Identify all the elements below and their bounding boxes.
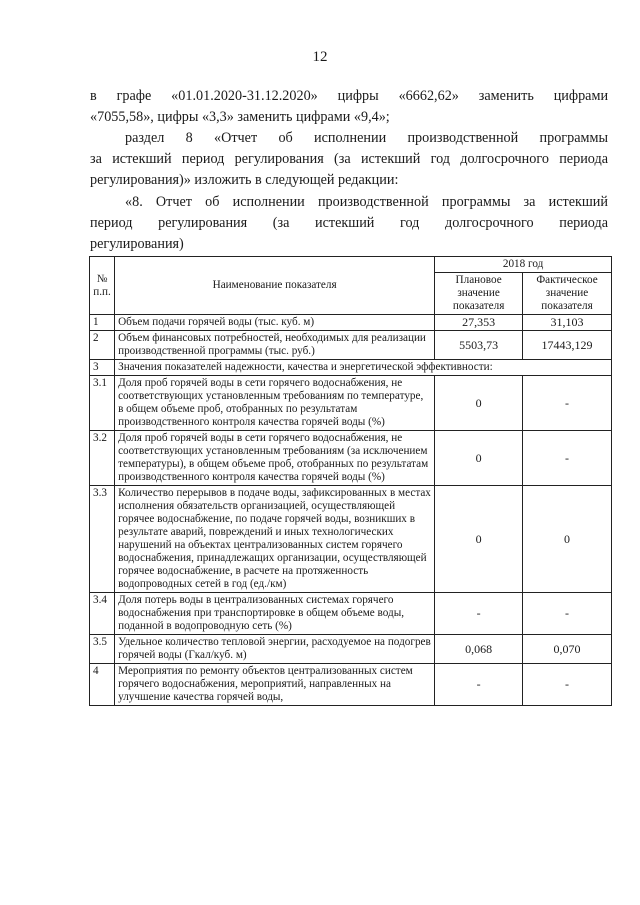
row-name: Удельное количество тепловой энергии, расходуемое на подогрев горячей воды (Гкал/куб. м) — [115, 635, 435, 664]
paragraph-line — [90, 213, 608, 234]
row-fact-value: - — [523, 376, 612, 431]
row-plan-value: 27,353 — [435, 315, 523, 331]
row-name: Значения показателей надежности, качества и энергетической эффективности: — [115, 360, 612, 376]
paragraph-amendment-graph — [90, 86, 608, 128]
word: в графе — [90, 88, 152, 104]
paragraph-line: регулирования) — [90, 236, 184, 252]
table-row — [90, 360, 612, 376]
row-name: Доля потерь воды в централизованных системах горячего водоснабжения при транспортировке в общем объеме воды, поданной в водопроводную сеть (%) — [115, 593, 435, 635]
row-fact-value: - — [523, 593, 612, 635]
row-plan-value: 0 — [435, 486, 523, 593]
row-fact-value: 0 — [523, 486, 612, 593]
header-plan: Плановое значение показателя — [435, 273, 523, 315]
row-num: 3.2 — [90, 431, 115, 486]
header-fact: Фактическое значение показателя — [523, 273, 612, 315]
row-plan-value: 0 — [435, 376, 523, 431]
word: долгосрочного — [445, 215, 534, 231]
row-fact-value: - — [523, 664, 612, 706]
production-program-report-table — [89, 256, 612, 706]
row-num: 3.4 — [90, 593, 115, 635]
header-year: 2018 год — [435, 257, 612, 273]
row-plan-value: 5503,73 — [435, 331, 523, 360]
word: «01.01.2020-31.12.2020» — [171, 88, 318, 104]
word: цифрами — [553, 88, 609, 104]
table-row — [90, 376, 612, 431]
word: регулирования — [158, 215, 248, 231]
row-name: Доля проб горячей воды в сети горячего водоснабжения, не соответствующих установленным требованиям (за исключением температуры), в общем объеме проб, отобранных по результатам производственного контроля качества горячей воды (%) — [115, 431, 435, 486]
row-fact-value: - — [523, 431, 612, 486]
table-row — [90, 486, 612, 593]
row-num: 4 — [90, 664, 115, 706]
row-num: 1 — [90, 315, 115, 331]
row-plan-value: 0 — [435, 431, 523, 486]
row-num: 3.1 — [90, 376, 115, 431]
row-fact-value: 17443,129 — [523, 331, 612, 360]
table-row — [90, 431, 612, 486]
row-plan-value: - — [435, 593, 523, 635]
paragraph-line: «7055,58», цифры «3,3» заменить цифрами «9,4»; — [90, 109, 390, 125]
word: (за — [272, 215, 290, 231]
table-row — [90, 593, 612, 635]
row-name: Объем финансовых потребностей, необходимых для реализации производственной программы (тыс. руб.) — [115, 331, 435, 360]
row-name: Количество перерывов в подаче воды, зафиксированных в местах исполнения обязательств организацией, осуществляющей горячее водоснабжение, по подаче горячей воды, возникших в результате аварий, повреждений и иных технологических нарушений на объектах централизованных систем горячего водоснабжения, принадлежащих организации, осуществляющей горячее водоснабжение, в расчете на протяженность водопроводных сетей в год (ед./км) — [115, 486, 435, 593]
word: «6662,62» — [398, 88, 459, 104]
paragraph-line — [90, 86, 608, 107]
table-row — [90, 315, 612, 331]
table-row — [90, 331, 612, 360]
word: период — [90, 215, 133, 231]
word: цифры — [337, 88, 379, 104]
row-plan-value: 0,068 — [435, 635, 523, 664]
page-number: 12 — [312, 49, 328, 65]
paragraph-line: за истекший период регулирования (за истекший год долгосрочного периода — [90, 151, 608, 167]
header-num: № п.п. — [90, 257, 115, 315]
row-plan-value: - — [435, 664, 523, 706]
paragraph-section-8 — [90, 128, 608, 191]
table-row — [90, 664, 612, 706]
paragraph-line: раздел 8 «Отчет об исполнении производственной программы — [125, 130, 608, 146]
row-fact-value: 0,070 — [523, 635, 612, 664]
row-num: 3 — [90, 360, 115, 376]
row-num: 2 — [90, 331, 115, 360]
row-name: Мероприятия по ремонту объектов централизованных систем горячего водоснабжения, мероприятий, направленных на улучшение качества горячей воды, — [115, 664, 435, 706]
row-name: Объем подачи горячей воды (тыс. куб. м) — [115, 315, 435, 331]
paragraph-line: «8. Отчет об исполнении производственной программы за истекший — [125, 194, 608, 210]
word: периода — [559, 215, 609, 231]
table-row — [90, 635, 612, 664]
header-indicator-name: Наименование показателя — [115, 257, 435, 315]
word: заменить — [478, 88, 534, 104]
row-name: Доля проб горячей воды в сети горячего водоснабжения, не соответствующих установленным требованиям по температуре, в общем объеме проб, отобранных по результатам производственного контроля качества горячей воды (%) — [115, 376, 435, 431]
paragraph-line: регулирования)» изложить в следующей редакции: — [90, 172, 399, 188]
row-num: 3.3 — [90, 486, 115, 593]
word: год — [400, 215, 420, 231]
table-header-row — [90, 257, 612, 273]
row-num: 3.5 — [90, 635, 115, 664]
word: истекший — [315, 215, 375, 231]
paragraph-report-title — [90, 192, 608, 255]
row-fact-value: 31,103 — [523, 315, 612, 331]
